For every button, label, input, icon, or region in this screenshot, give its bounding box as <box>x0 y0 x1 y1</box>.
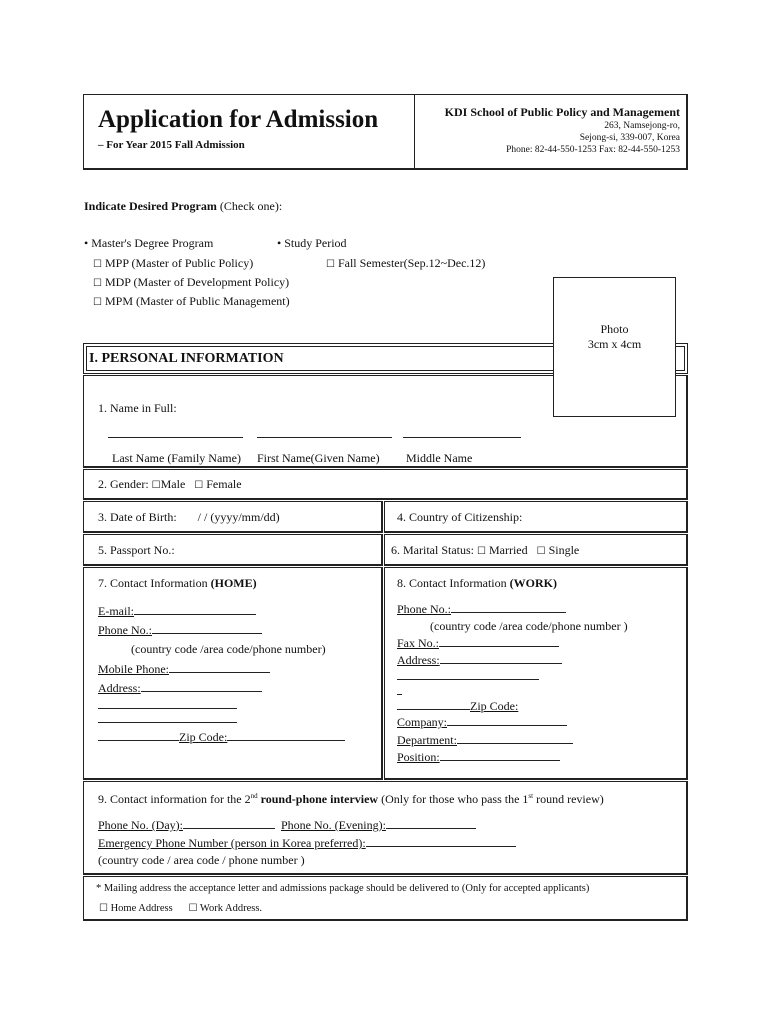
header-divider <box>414 94 415 170</box>
masters-heading: • Master's Degree Program <box>84 236 214 250</box>
checkbox-icon[interactable]: ☐ <box>188 903 198 914</box>
dob-format: / / (yyyy/mm/dd) <box>197 510 280 524</box>
work-position-field[interactable] <box>397 749 560 765</box>
last-name-input[interactable] <box>108 437 243 438</box>
home-address-line-3[interactable] <box>98 722 237 723</box>
passport-label: 5. Passport No.: <box>98 543 175 557</box>
option-mpm-label: MPM (Master of Public Management) <box>104 294 290 308</box>
option-fall-label: Fall Semester(Sep.12~Dec.12) <box>337 256 486 270</box>
work-zip-line[interactable] <box>397 698 470 710</box>
work-position-label: Position: <box>397 750 440 764</box>
work-position-line[interactable] <box>440 749 560 761</box>
interview-suffix: round review) <box>533 792 604 806</box>
work-company-field[interactable] <box>397 714 567 730</box>
contact-home-title-bold: (HOME) <box>210 576 257 590</box>
interview-sup-st: st <box>528 792 534 800</box>
contact-work-title <box>397 576 557 591</box>
home-address-field[interactable] <box>98 680 262 696</box>
interview-code-hint: (country code / area code / phone number ) <box>98 853 305 867</box>
home-zip-line-b[interactable] <box>227 729 345 741</box>
gender-female: Female <box>206 477 242 491</box>
interview-phones-row[interactable] <box>98 817 476 833</box>
interview-bold: round-phone interview <box>257 792 379 806</box>
marital-label: 6. Marital Status: <box>391 543 474 557</box>
program-label <box>84 199 282 214</box>
home-phone-label: Phone No.: <box>98 623 152 637</box>
work-department-field[interactable] <box>397 732 573 748</box>
school-phone: Phone: 82-44-550-1253 Fax: 82-44-550-1253 <box>506 145 680 155</box>
home-email-field[interactable] <box>98 603 256 619</box>
photo-size: 3cm x 4cm <box>587 337 642 351</box>
checkbox-icon[interactable]: ☐ <box>93 278 102 289</box>
home-email-label: E-mail: <box>98 604 134 618</box>
mailing-work: Work Address. <box>199 903 263 914</box>
checkbox-icon[interactable]: ☐ <box>477 546 486 557</box>
checkbox-icon[interactable]: ☐ <box>151 480 161 491</box>
checkbox-icon[interactable]: ☐ <box>536 546 546 557</box>
page-title: Application for Admission <box>98 106 379 133</box>
option-mpp[interactable] <box>93 256 253 271</box>
school-address-1: 263, Namsejong-ro, <box>604 121 680 131</box>
work-zip-label: Zip Code: <box>470 699 519 713</box>
work-address-line[interactable] <box>440 652 562 664</box>
gender-male: Male <box>160 477 186 491</box>
mailing-options <box>99 903 262 914</box>
interview-sup-nd: nd <box>250 792 258 800</box>
study-heading: • Study Period <box>277 236 347 250</box>
contact-home-title-plain: 7. Contact Information <box>98 576 211 590</box>
home-address-line-2[interactable] <box>98 708 237 709</box>
checkbox-icon[interactable]: ☐ <box>93 297 102 308</box>
home-zip-field[interactable] <box>98 729 345 745</box>
mailing-note: * Mailing address the acceptance letter and admissions package should be delivered to (Only for accepted applicants) <box>96 883 590 894</box>
emergency-label: Emergency Phone Number (person in Korea preferred): <box>98 836 366 850</box>
program-label-bold: Indicate Desired Program <box>84 199 217 213</box>
work-phone-field[interactable] <box>397 601 566 617</box>
option-fall[interactable] <box>326 256 485 271</box>
emergency-line[interactable] <box>366 835 516 847</box>
contact-home-title <box>98 576 257 591</box>
middle-name-caption: Middle Name <box>406 451 473 465</box>
phone-evening-line[interactable] <box>386 817 476 829</box>
program-label-rest: (Check one): <box>216 199 283 213</box>
home-mobile-line[interactable] <box>169 661 270 673</box>
work-zip-field[interactable] <box>397 698 518 714</box>
work-address-line-3[interactable] <box>397 694 402 695</box>
option-mdp[interactable] <box>93 275 289 290</box>
phone-day-line[interactable] <box>183 817 275 829</box>
first-name-caption: First Name(Given Name) <box>257 451 380 465</box>
interview-mid: (Only for those who pass the 1 <box>378 792 529 806</box>
option-mdp-label: MDP (Master of Development Policy) <box>104 275 290 289</box>
home-address-line[interactable] <box>141 680 262 692</box>
home-phone-field[interactable] <box>98 622 262 638</box>
dob-row[interactable] <box>98 510 280 525</box>
home-code-hint: (country code /area code/phone number) <box>131 642 326 656</box>
contact-work-title-bold: (WORK) <box>509 576 557 590</box>
name-label: 1. Name in Full: <box>98 401 177 415</box>
dob-label: 3. Date of Birth: <box>98 510 177 524</box>
work-company-line[interactable] <box>447 714 567 726</box>
page-subtitle: – For Year 2015 Fall Admission <box>98 139 245 151</box>
work-code-hint: (country code /area code/phone number ) <box>430 619 628 633</box>
work-phone-line[interactable] <box>451 601 566 613</box>
work-fax-line[interactable] <box>439 635 559 647</box>
home-zip-line-a[interactable] <box>98 729 179 741</box>
work-fax-field[interactable] <box>397 635 559 651</box>
section-title: I. PERSONAL INFORMATION <box>89 351 284 366</box>
work-address-field[interactable] <box>397 652 562 668</box>
checkbox-icon[interactable]: ☐ <box>194 480 204 491</box>
home-mobile-label: Mobile Phone: <box>98 662 169 676</box>
work-phone-label: Phone No.: <box>397 602 451 616</box>
contact-work-title-plain: 8. Contact Information <box>397 576 510 590</box>
home-address-label: Address: <box>98 681 141 695</box>
marital-married: Married <box>488 543 528 557</box>
home-phone-line[interactable] <box>152 622 262 634</box>
interview-prefix: 9. Contact information for the 2 <box>98 792 251 806</box>
first-name-input[interactable] <box>257 437 392 438</box>
interview-title <box>98 792 604 807</box>
option-mpp-label: MPP (Master of Public Policy) <box>104 256 254 270</box>
gender-label: 2. Gender: <box>98 477 149 491</box>
gender-row <box>98 477 242 492</box>
mailing-home: Home Address <box>110 903 173 914</box>
work-company-label: Company: <box>397 715 447 729</box>
school-name: KDI School of Public Policy and Management <box>444 105 680 119</box>
checkbox-icon[interactable]: ☐ <box>99 903 108 914</box>
home-email-line[interactable] <box>134 603 256 615</box>
last-name-caption: Last Name (Family Name) <box>112 451 241 465</box>
emergency-field[interactable] <box>98 835 516 851</box>
phone-evening-label: Phone No. (Evening): <box>280 818 386 832</box>
checkbox-icon[interactable]: ☐ <box>93 259 102 270</box>
work-address-line-2[interactable] <box>397 679 539 680</box>
school-address-2: Sejong-si, 339-007, Korea <box>579 133 680 143</box>
work-address-label: Address: <box>397 653 440 667</box>
citizenship-label: 4. Country of Citizenship: <box>397 510 523 524</box>
marital-single: Single <box>548 543 580 557</box>
checkbox-icon[interactable]: ☐ <box>326 259 335 270</box>
phone-day-label: Phone No. (Day): <box>98 818 183 832</box>
home-mobile-field[interactable] <box>98 661 270 677</box>
work-department-label: Department: <box>397 733 457 747</box>
marital-row <box>391 543 579 558</box>
work-fax-label: Fax No.: <box>397 636 439 650</box>
photo-label: Photo <box>600 322 629 336</box>
middle-name-input[interactable] <box>403 437 521 438</box>
option-mpm[interactable] <box>93 294 290 309</box>
home-zip-label: Zip Code: <box>179 730 228 744</box>
work-department-line[interactable] <box>457 732 573 744</box>
